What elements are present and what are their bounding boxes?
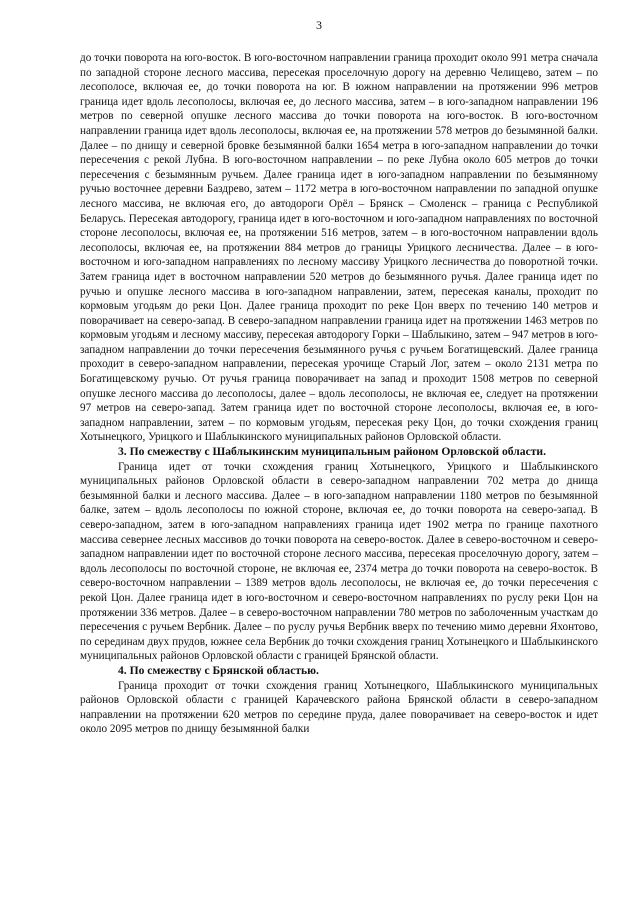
page-number: 3 — [316, 18, 322, 32]
section-4-heading: 4. По смежеству с Брянской областью. — [118, 663, 319, 677]
boundary-description-paragraph: до точки поворота на юго-восток. В юго-восточном направлении граница проходит около 991 метра сначала по западной стороне лесного массива, пересекая проселочную дорогу на деревню Челищево, затем – по лесополосе, включая ее, до точки поворота на юг. В южном направлении на протяжении 996 метров граница идет вдоль лесополосы, включая ее, до лесного массива, затем – в юго-западном направлении 196 метров по северной опушке лесного массива до точки поворота на юго-восток. В юго-восточном направлении граница идет вдоль лесополосы, включая ее, на протяжении 578 метров до безымянной балки. Далее – по днищу и северной бровке безымянной балки 1654 метра в юго-западном направлении до точки пересечения с рекой Лубна. В юго-восточном направлении – по реке Лубна около 605 метров до точки пересечения с безымянным ручьем. Далее граница идет в юго-западном направлении по безымянному ручью восточнее деревни Баздрево, затем – 1172 метра в юго-восточном направлении по западной опушке лесного массива, не включая его, до автодороги Орёл – Брянск – Смоленск – граница с Республикой Беларусь. Пересекая автодорогу, граница идет в юго-восточном и юго-западном направлениях по восточной стороне лесополосы, включая ее, на протяжении 516 метров, затем – в юго-восточном направлении вдоль лесополосы, включая ее, на протяжении 884 метров до границы Урицкого лесничества. Далее – в юго-восточном и юго-западном направлениях по лесному массиву Урицкого лесничества до поворотной точки. Затем граница идет в восточном направлении 520 метров до безымянного ручья. Далее граница идет по ручью и опушке лесного массива в юго-западном направлении, затем, пересекая каналы, проходит по кормовым угодьям до реки Цон. Далее граница проходит по реке Цон вверх по течению 140 метров и поворачивает на северо-запад. В северо-западном направлении граница идет на протяжении 1463 метров по кормовым угодьям и лесному массиву, пересекая автодорогу Горки – Шаблыкино, затем – 947 метров в юго-западном направлении до точки пересечения безымянного ручья с ручьем Богатищевский. Далее граница проходит в северо-западном направлении, пересекая урочище Старый Лог, затем – около 2131 метра по Богатищевскому ручью. От ручья граница поворачивает на запад и проходит 1508 метров по северной опушке лесного массива до лесополосы, далее – вдоль лесополосы, не включая ее, следует на протяжении 97 метров на северо-запад. Затем граница идет по восточной стороне лесополосы, включая ее, в юго-западном направлении, затем – по кормовым угодьям, пересекая реку Цон, до точки схождения границ Хотынецкого, Урицкого и Шаблыкинского муниципальных районов Орловской области. — [80, 52, 598, 444]
section-3-paragraph: Граница идет от точки схождения границ Хотынецкого, Урицкого и Шаблыкинского муниципальных районов Орловской области в северо-западном направлении 702 метра до днища безымянной балки и лесного массива. Далее – в юго-западном направлении 1180 метров по безымянной балке, затем – вдоль лесополосы по южной стороне, включая ее, до точки поворота на северо-запад. В северо-западном, затем в юго-западном направлениях граница идет 1902 метра по границе пахотного массива севернее лесных массивов до точки поворота на северо-восток. Далее в северо-восточном и северо-западном направлении идет по восточной стороне лесного массива, пересекая проселочную дорогу, затем – вдоль лесополосы по восточной стороне, не включая ее, 2374 метра до точки поворота на северо-восток. В северо-восточном направлении – 1389 метров вдоль лесополосы, не включая ее, до точки пересечения с рекой Цон. Далее граница идет в юго-восточном и северо-восточном направлениях по руслу реки Цон на протяжении 336 метров. Далее – в северо-восточном направлении 780 метров по заболоченным участкам до пересечения с ручьем Вербник. Далее – по руслу ручья Вербник вверх по течению мимо деревни Яхонтово, по серединам двух прудов, южнее села Вербник до точки схождения границ Хотынецкого и Шаблыкинского муниципальных районов Орловской области с границей Брянской области. — [80, 460, 598, 663]
section-4-paragraph: Граница проходит от точки схождения границ Хотынецкого, Шаблыкинского муниципальных районов Орловской области с границей Карачевского района Брянской области в северо-западном направлении на протяжении 620 метров по середине пруда, далее поворачивает на северо-восток и идет около 2095 метров по днищу безымянной балки — [80, 679, 598, 736]
section-3-heading: 3. По смежеству с Шаблыкинским муниципальным районом Орловской области. — [118, 445, 547, 459]
